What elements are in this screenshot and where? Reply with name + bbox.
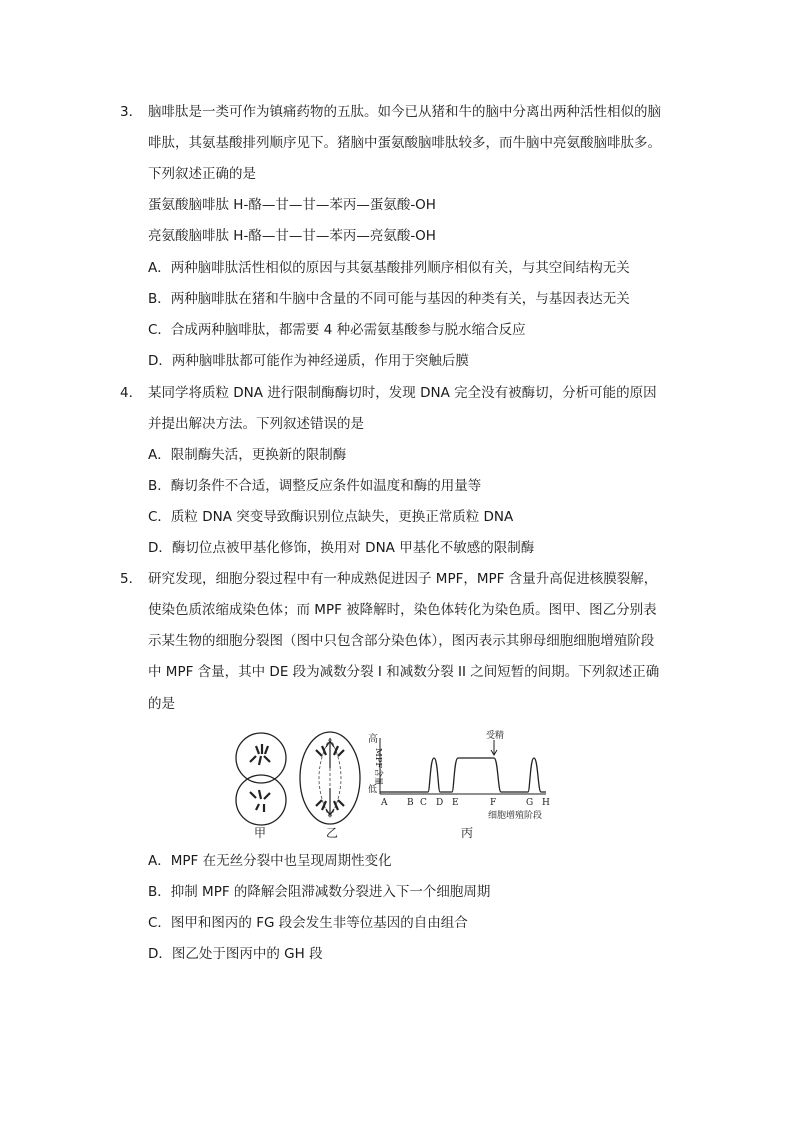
question-4-option-d: D．酶切位点被甲基化修饰，换用对 DNA 甲基化不敏感的限制酶: [148, 540, 535, 556]
question-3-number: 3．: [120, 104, 143, 120]
graph-x-tick-a: A: [381, 798, 388, 808]
figure-caption-yi: 乙: [326, 826, 339, 840]
question-4-stem-line-2: 并提出解决方法。下列叙述错误的是: [148, 416, 364, 432]
question-4-option-c: C．质粒 DNA 突变导致酶识别位点缺失，更换正常质粒 DNA: [148, 509, 514, 525]
graph-x-tick-h: H: [542, 798, 550, 808]
question-5-stem-line-4: 中 MPF 含量，其中 DE 段为减数分裂 I 和减数分裂 II 之间短暂的间期。下列叙述正确: [148, 664, 660, 680]
question-3-stem-line-1: 脑啡肽是一类可作为镇痛药物的五肽。如今已从猪和牛的脑中分离出两种活性相似的脑: [148, 104, 661, 120]
question-5-option-c: C．图甲和图丙的 FG 段会发生非等位基因的自由组合: [148, 915, 468, 931]
cell-jia-chromosomes: [250, 744, 270, 812]
figure-caption-bing: 丙: [461, 826, 474, 840]
graph-y-bottom-label: 低: [368, 785, 378, 795]
question-3-sequence-1: 蛋氨酸脑啡肽 H-酪—甘—甘—苯丙—蛋氨酸-OH: [148, 197, 436, 213]
graph-x-tick-b: B: [407, 798, 414, 808]
question-5-number: 5．: [120, 571, 143, 587]
question-4-number: 4．: [120, 385, 143, 401]
question-3-option-c: C．合成两种脑啡肽，都需要 4 种必需氨基酸参与脱水缩合反应: [148, 322, 526, 338]
question-5-stem-line-2: 使染色质浓缩成染色体；而 MPF 被降解时，染色体转化为染色质。图甲、图乙分别表: [148, 602, 657, 618]
question-5-option-d: D．图乙处于图丙中的 GH 段: [148, 946, 323, 962]
question-3-stem-line-3: 下列叙述正确的是: [148, 166, 256, 182]
cell-yi-diagram: [294, 728, 368, 828]
question-4-stem-line-1: 某同学将质粒 DNA 进行限制酶酶切时，发现 DNA 完全没有被酶切，分析可能的原因: [148, 385, 657, 401]
graph-x-tick-c: C: [420, 798, 427, 808]
question-5-stem-line-1: 研究发现，细胞分裂过程中有一种成熟促进因子 MPF，MPF 含量升高促进核膜裂解，: [148, 571, 658, 587]
mpf-content-graph: [366, 728, 556, 823]
question-4-option-b: B．酶切条件不合适，调整反应条件如温度和酶的用量等: [148, 478, 482, 494]
question-5-stem-line-5: 的是: [148, 696, 175, 712]
figure-caption-jia: 甲: [254, 826, 267, 840]
graph-y-axis-label: MPF含量: [373, 748, 383, 786]
graph-x-axis-label: 细胞增殖阶段: [488, 811, 543, 821]
question-5-option-b: B．抑制 MPF 的降解会阻滞减数分裂进入下一个细胞周期: [148, 884, 491, 900]
graph-x-tick-e: E: [452, 798, 459, 808]
question-4-option-a: A．限制酶失活，更换新的限制酶: [148, 447, 347, 463]
graph-x-tick-f: F: [490, 798, 497, 808]
question-3-sequence-2: 亮氨酸脑啡肽 H-酪—甘—甘—苯丙—亮氨酸-OH: [148, 228, 436, 244]
graph-x-ticks: [380, 798, 550, 808]
graph-x-tick-g: G: [526, 798, 534, 808]
question-3-stem-line-2: 啡肽，其氨基酸排列顺序见下。猪脑中蛋氨酸脑啡肽较多，而牛脑中亮氨酸脑啡肽多。: [148, 135, 661, 151]
cell-jia-diagram: [226, 728, 296, 828]
question-5-option-a: A．MPF 在无丝分裂中也呈现周期性变化: [148, 853, 392, 869]
graph-mpf-curve: [380, 758, 546, 792]
graph-y-top-label: 高: [368, 734, 378, 745]
graph-fertilization-annotation: 受精: [486, 731, 505, 741]
question-3-option-b: B．两种脑啡肽在猪和牛脑中含量的不同可能与基因的种类有关，与基因表达无关: [148, 291, 630, 307]
question-3-option-d: D．两种脑啡肽都可能作为神经递质，作用于突触后膜: [148, 353, 469, 369]
graph-x-tick-d: D: [436, 798, 444, 808]
question-3-option-a: A．两种脑啡肽活性相似的原因与其氨基酸排列顺序相似有关，与其空间结构无关: [148, 260, 630, 276]
question-5-stem-line-3: 示某生物的细胞分裂图（图中只包含部分染色体），图丙表示其卵母细胞细胞增殖阶段: [148, 633, 655, 649]
